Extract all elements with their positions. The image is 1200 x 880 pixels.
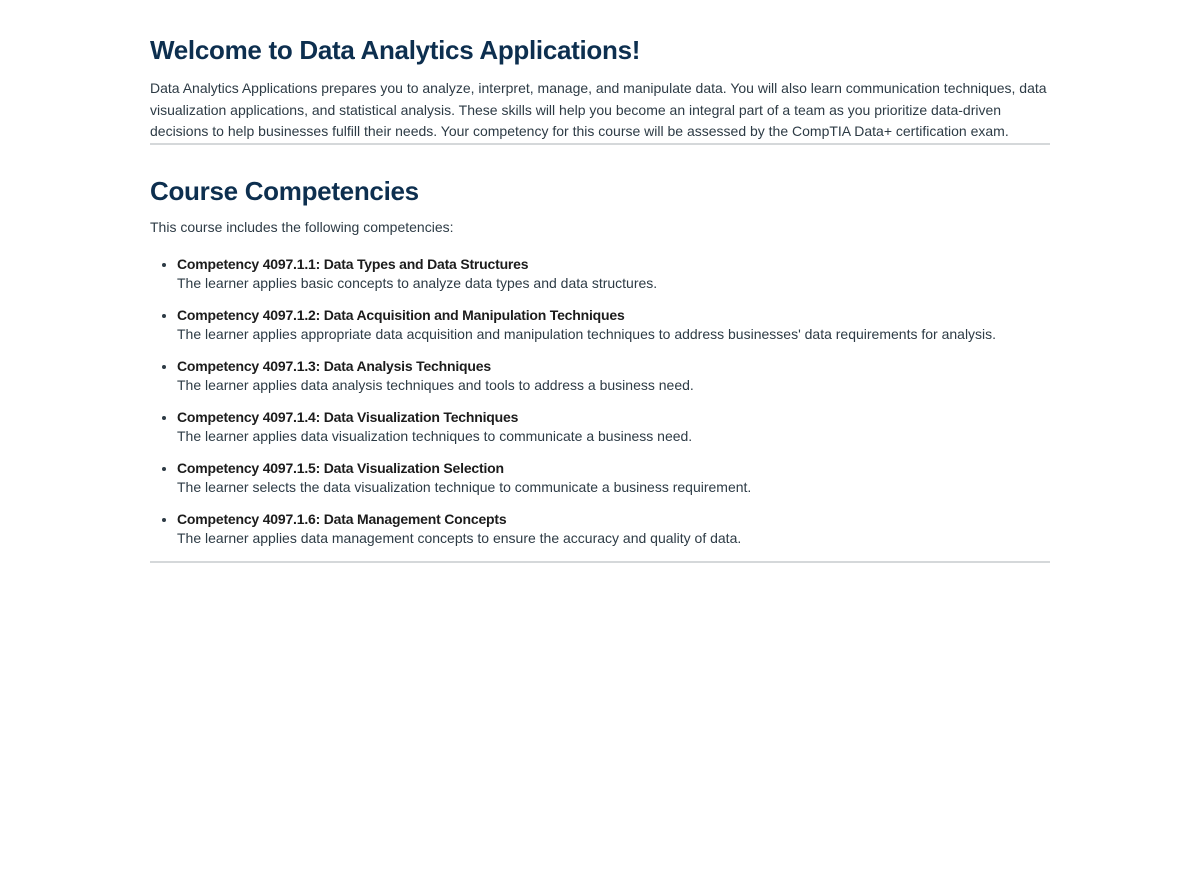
competency-description: The learner selects the data visualization technique to communicate a business requirement. (177, 478, 752, 495)
competency-title: • Competency 4097.1.1: Data Types and Data Structures (177, 255, 529, 272)
competency-title: • Competency 4097.1.4: Data Visualization Techniques (177, 408, 519, 425)
competency-description: The learner applies data visualization techniques to communicate a business need. (177, 427, 693, 444)
intro-paragraph: Data Analytics Applications prepares you to analyze, interpret, manage, and manipulate data. You will also learn communication techniques, data visualization applications, and statistical analysis. These skills will help you become an integral part of a team as you prioritize data-driven decisions to help businesses fulfill their needs. Your competency for this course will be assessed by the CompTIA Data+ certification exam. (150, 80, 1047, 139)
course-page (150, 0, 1050, 563)
competency-item (177, 306, 1050, 344)
competency-item (177, 357, 1050, 395)
competencies-lead: This course includes the following competencies: (150, 218, 454, 235)
competency-description: The learner applies appropriate data acquisition and manipulation techniques to address businesses' data requirements for analysis. (177, 325, 997, 342)
competency-item (177, 510, 1050, 548)
section-divider (150, 143, 1050, 145)
competency-item (177, 459, 1050, 497)
competency-item (177, 255, 1050, 293)
competency-title: • Competency 4097.1.3: Data Analysis Techniques (177, 357, 491, 374)
page-title: Welcome to Data Analytics Applications! (150, 35, 641, 65)
section-title-competencies: Course Competencies (150, 175, 419, 206)
competency-title: • Competency 4097.1.5: Data Visualization Selection (177, 459, 504, 476)
competency-title: • Competency 4097.1.6: Data Management Concepts (177, 510, 507, 527)
competency-description: The learner applies basic concepts to analyze data types and data structures. (177, 274, 658, 291)
competency-item (177, 408, 1050, 446)
competency-description: The learner applies data management concepts to ensure the accuracy and quality of data. (177, 529, 742, 546)
competency-description: The learner applies data analysis techniques and tools to address a business need. (177, 376, 694, 393)
competency-title: • Competency 4097.1.2: Data Acquisition and Manipulation Techniques (177, 306, 625, 323)
competency-list (150, 255, 1050, 548)
section-divider (150, 561, 1050, 563)
